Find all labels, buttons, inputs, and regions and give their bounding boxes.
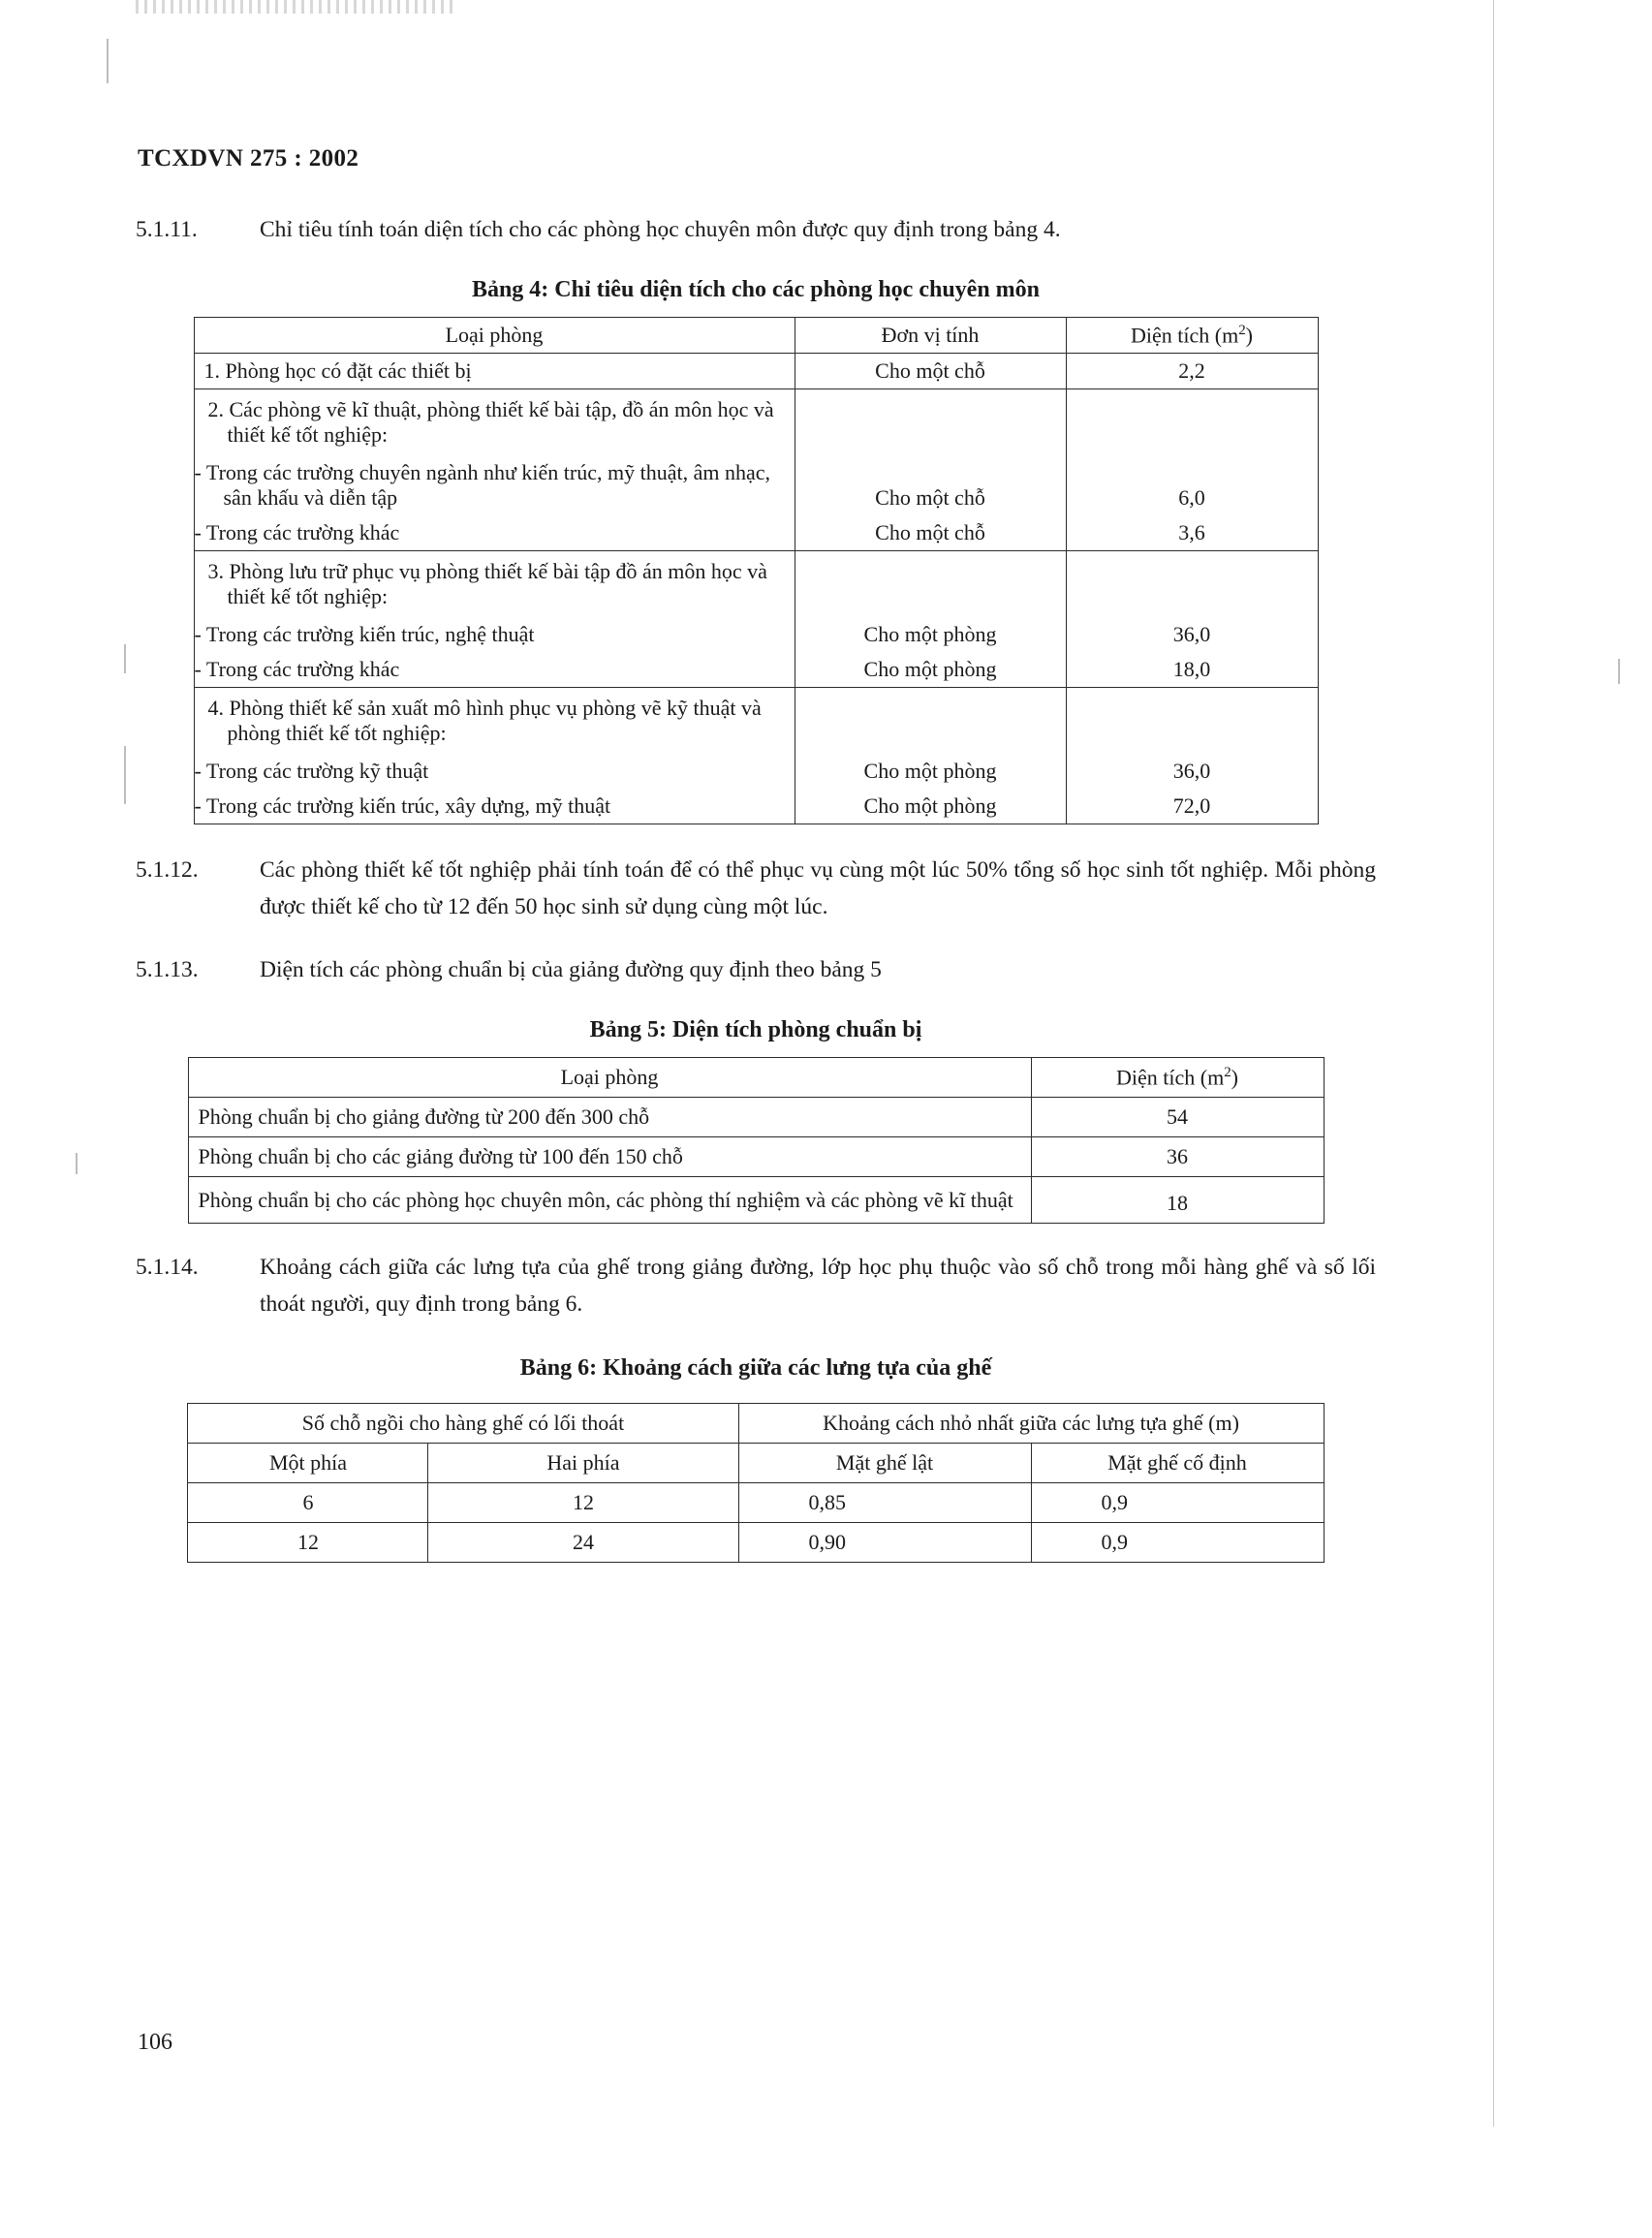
clause-text: Chỉ tiêu tính toán diện tích cho các phòng học chuyên môn được quy định trong bảng 4. bbox=[260, 217, 1061, 242]
table4-row7-name: 4. Phòng thiết kế sản xuất mô hình phục vụ phòng vẽ kỹ thuật và phòng thiết kế tốt nghiệp: bbox=[194, 688, 795, 755]
clause-number: 5.1.13. bbox=[136, 956, 199, 982]
table4-row2-unit: Cho một chỗ bbox=[795, 455, 1066, 515]
clause-5-1-14 bbox=[136, 1249, 1376, 1322]
table6-caption: Bảng 6: Khoảng cách giữa các lưng tựa của ghế bbox=[519, 1355, 992, 1382]
table6-row0-col1: 12 bbox=[428, 1483, 738, 1523]
table4-row5-name: - Trong các trường kiến trúc, nghệ thuật bbox=[194, 617, 795, 652]
clause-text: Khoảng cách giữa các lưng tựa của ghế trong giảng đường, lớp học phụ thuộc vào số chỗ trong mỗi hàng ghế và số lối thoát người, quy định trong bảng 6. bbox=[260, 1254, 1376, 1317]
table-row bbox=[194, 551, 1318, 618]
table4-row3-name: - Trong các trường khác bbox=[194, 515, 795, 551]
table4-row0-unit: Cho một chỗ bbox=[795, 354, 1066, 389]
table4-header-dien-tich: Diện tích $(m^2)$ bbox=[1066, 318, 1318, 354]
table-row bbox=[194, 617, 1318, 652]
table4-row7-area bbox=[1066, 688, 1318, 755]
table5-row0-area: 54 bbox=[1031, 1097, 1324, 1136]
table4-row9-name: - Trong các trường kiến trúc, xây dựng, mỹ thuật bbox=[194, 789, 795, 824]
table5-row1-name: Phòng chuẩn bị cho các giảng đường từ 100 đến 150 chỗ bbox=[188, 1136, 1031, 1176]
table4-row6-unit: Cho một phòng bbox=[795, 652, 1066, 688]
table-row bbox=[194, 789, 1318, 824]
table-row bbox=[188, 1523, 1324, 1563]
table4-row0-area: 2,2 bbox=[1066, 354, 1318, 389]
table-row bbox=[188, 1483, 1324, 1523]
table4-caption: Bảng 4: Chỉ tiêu diện tích cho các phòng học chuyên môn bbox=[471, 277, 1041, 303]
table6-row0-col2: 0,85 bbox=[738, 1483, 1031, 1523]
table-header-row bbox=[194, 318, 1318, 354]
scan-artifact-tick-5 bbox=[76, 1153, 78, 1174]
scan-artifact-tick-2 bbox=[124, 644, 126, 673]
clause-5-1-11 bbox=[136, 211, 1376, 248]
table4-row9-area: 72,0 bbox=[1066, 789, 1318, 824]
table5-row2-area: 18 bbox=[1031, 1176, 1324, 1223]
document-code: TCXDVN 275 : 2002 bbox=[138, 145, 359, 171]
table-row bbox=[194, 754, 1318, 789]
table4-row9-unit: Cho một phòng bbox=[795, 789, 1066, 824]
table-subheader-row bbox=[188, 1444, 1324, 1483]
table4-row3-unit: Cho một chỗ bbox=[795, 515, 1066, 551]
table6-row0-col3: 0,9 bbox=[1031, 1483, 1324, 1523]
scan-artifact-tick-1 bbox=[107, 39, 109, 83]
table-row bbox=[188, 1136, 1324, 1176]
table5-header-loai-phong: Loại phòng bbox=[188, 1057, 1031, 1097]
table4-row1-name: 2. Các phòng vẽ kĩ thuật, phòng thiết kế bài tập, đồ án môn học và thiết kế tốt nghiệp: bbox=[194, 389, 795, 456]
table4-row2-area: 6,0 bbox=[1066, 455, 1318, 515]
table6-row1-col3: 0,9 bbox=[1031, 1523, 1324, 1563]
clause-text: Diện tích các phòng chuẩn bị của giảng đường quy định theo bảng 5 bbox=[260, 956, 882, 982]
table4-row2-name: - Trong các trường chuyên ngành như kiến trúc, mỹ thuật, âm nhạc, sân khấu và diễn tập bbox=[194, 455, 795, 515]
table6-group-header-khoang-cach: Khoảng cách nhỏ nhất giữa các lưng tựa ghế (m) bbox=[738, 1404, 1324, 1444]
table4-row3-area: 3,6 bbox=[1066, 515, 1318, 551]
table6-row1-col1: 24 bbox=[428, 1523, 738, 1563]
table-row bbox=[194, 455, 1318, 515]
table-5 bbox=[188, 1057, 1325, 1224]
table6-subheader-mat-ghe-lat: Mặt ghế lật bbox=[738, 1444, 1031, 1483]
table4-row1-unit bbox=[795, 389, 1066, 456]
table6-row0-col0: 6 bbox=[188, 1483, 428, 1523]
table4-row4-unit bbox=[795, 551, 1066, 618]
table5-caption: Bảng 5: Diện tích phòng chuẩn bị bbox=[589, 1016, 922, 1042]
clause-5-1-13 bbox=[136, 951, 1376, 988]
table6-subheader-mot-phia: Một phía bbox=[188, 1444, 428, 1483]
table-4 bbox=[194, 317, 1319, 824]
table-row bbox=[188, 1097, 1324, 1136]
table-row bbox=[194, 652, 1318, 688]
table4-header-don-vi: Đơn vị tính bbox=[795, 318, 1066, 354]
table4-row5-area: 36,0 bbox=[1066, 617, 1318, 652]
table6-group-header-so-cho: Số chỗ ngồi cho hàng ghế có lối thoát bbox=[188, 1404, 738, 1444]
table5-row2-name: Phòng chuẩn bị cho các phòng học chuyên môn, các phòng thí nghiệm và các phòng vẽ kĩ thuật bbox=[188, 1176, 1031, 1223]
table5-header-dien-tich: Diện tích $(m^2)$ bbox=[1031, 1057, 1324, 1097]
table4-row0-name: 1. Phòng học có đặt các thiết bị bbox=[194, 354, 795, 389]
scan-artifact-tick-4 bbox=[1618, 659, 1620, 684]
clause-number: 5.1.11. bbox=[136, 217, 198, 242]
table6-row1-col0: 12 bbox=[188, 1523, 428, 1563]
table4-row5-unit: Cho một phòng bbox=[795, 617, 1066, 652]
table4-row8-unit: Cho một phòng bbox=[795, 754, 1066, 789]
scan-artifact-right-rule bbox=[1493, 0, 1494, 2127]
table5-row1-area: 36 bbox=[1031, 1136, 1324, 1176]
table6-subheader-hai-phia: Hai phía bbox=[428, 1444, 738, 1483]
table4-row6-name: - Trong các trường khác bbox=[194, 652, 795, 688]
table-header-row bbox=[188, 1404, 1324, 1444]
scan-artifact-top bbox=[136, 0, 455, 14]
page-content bbox=[136, 145, 1376, 1563]
table4-row4-area bbox=[1066, 551, 1318, 618]
table-row bbox=[194, 688, 1318, 755]
table4-row8-area: 36,0 bbox=[1066, 754, 1318, 789]
clause-5-1-12 bbox=[136, 852, 1376, 925]
table4-row4-name: 3. Phòng lưu trữ phục vụ phòng thiết kế bài tập đồ án môn học và thiết kế tốt nghiệp: bbox=[194, 551, 795, 618]
clause-text: Các phòng thiết kế tốt nghiệp phải tính toán để có thể phục vụ cùng một lúc 50% tổng số học sinh tốt nghiệp. Mỗi phòng được thiết kế cho từ 12 đến 50 học sinh sử dụng cùng một lúc. bbox=[260, 857, 1376, 920]
table4-row1-area bbox=[1066, 389, 1318, 456]
table-row bbox=[194, 389, 1318, 456]
table6-row1-col2: 0,90 bbox=[738, 1523, 1031, 1563]
scan-artifact-tick-3 bbox=[124, 746, 126, 804]
clause-number: 5.1.14. bbox=[136, 1254, 199, 1280]
table6-subheader-mat-ghe-co-dinh: Mặt ghế cố định bbox=[1031, 1444, 1324, 1483]
page-number: 106 bbox=[138, 2030, 172, 2055]
table4-row8-name: - Trong các trường kỹ thuật bbox=[194, 754, 795, 789]
table-header-row bbox=[188, 1057, 1324, 1097]
table-6 bbox=[187, 1403, 1324, 1563]
table-row bbox=[194, 515, 1318, 551]
clause-number: 5.1.12. bbox=[136, 857, 199, 884]
table5-row0-name: Phòng chuẩn bị cho giảng đường từ 200 đến 300 chỗ bbox=[188, 1097, 1031, 1136]
table4-header-loai-phong: Loại phòng bbox=[194, 318, 795, 354]
table4-row6-area: 18,0 bbox=[1066, 652, 1318, 688]
table-row bbox=[194, 354, 1318, 389]
table4-row7-unit bbox=[795, 688, 1066, 755]
table-row bbox=[188, 1176, 1324, 1223]
